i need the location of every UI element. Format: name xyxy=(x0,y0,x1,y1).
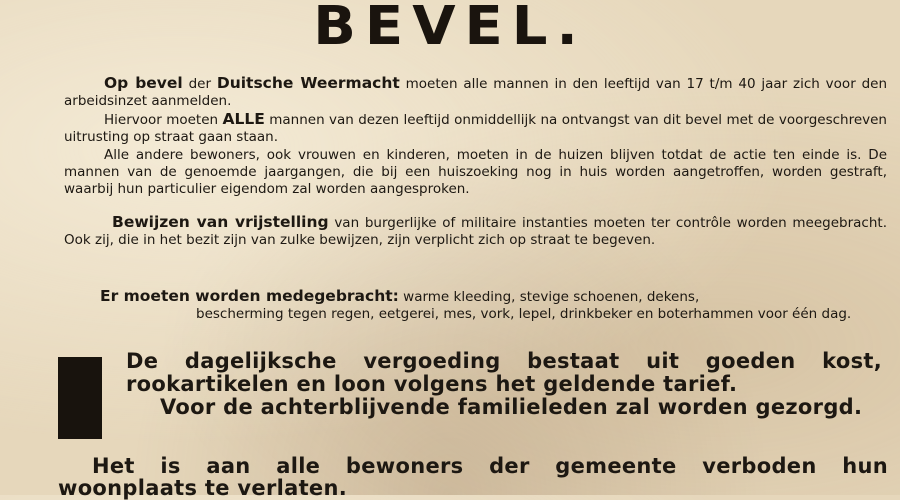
paragraph-prohibition: Het is aan alle bewoners der gemeente verboden hun woonplaats te verlaten. xyxy=(58,454,888,500)
black-bar-marker xyxy=(58,357,102,439)
paragraph-exemption xyxy=(64,214,887,249)
order-org: Duitsche Weermacht xyxy=(216,74,400,92)
compensation-line2: Voor de achterblijvende familieleden zal worden gezorgd. xyxy=(160,394,863,419)
paragraph-residents: Alle andere bewoners, ook vrouwen en kinderen, moeten in de huizen blijven totdat de actie ten einde is. De mannen van de genoemde jaargangen, die bij een huiszoeking nog in huis worden aangetroffen, worden gestraft, waarbij hun particulier eigendom zal worden aangesproken. xyxy=(64,147,887,197)
exemption-text: van burgerlijke of militaire instanties moeten ter contrôle worden meegebracht. Ook zij, die in het bezit zijn van zulke bewijzen, zijn verplicht zich op straat te begeven. xyxy=(64,215,887,248)
exemption-lead: Bewijzen van vrijstelling xyxy=(112,213,329,231)
all-men-text: mannen van dezen leeftijd onmiddellijk na ontvangst van dit bevel met de voorgeschreven uitrusting op straat gaan staan. xyxy=(64,112,887,145)
paragraph-all-men xyxy=(64,111,887,146)
order-lead: Op bevel xyxy=(104,74,183,92)
order-text: moeten alle mannen in den leeftijd van 17 t/m 40 jaar zich voor den arbeidsinzet aanmelden. xyxy=(64,76,887,109)
paragraph-bring-items xyxy=(100,288,887,323)
bring-items-rest: bescherming tegen regen, eetgerei, mes, vork, lepel, drinkbeker en boterhammen voor één dag. xyxy=(196,305,852,322)
order-mid: der xyxy=(182,76,217,92)
all-men-emphasis: ALLE xyxy=(222,110,265,128)
compensation-line1: De dagelijksche vergoeding bestaat uit goeden kost, rookartikelen en loon volgens het geldende tarief. xyxy=(126,349,882,396)
bring-items-lead: Er moeten worden medegebracht: xyxy=(100,287,399,305)
poster-title: BEVEL. xyxy=(313,0,587,58)
all-men-start: Hiervoor moeten xyxy=(104,112,223,128)
paragraph-compensation xyxy=(126,350,882,418)
paragraph-order xyxy=(64,75,887,110)
bring-items-first: warme kleeding, stevige schoenen, dekens, xyxy=(398,289,700,305)
